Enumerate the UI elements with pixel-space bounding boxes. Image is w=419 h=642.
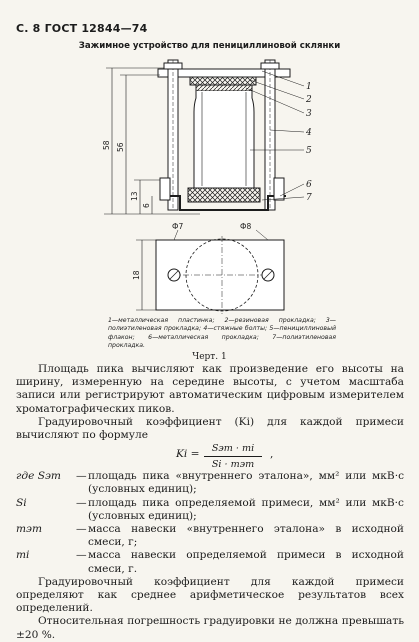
definition-text: масса навески определяемой примеси в исходной смеси, г. — [88, 549, 404, 575]
definition-text: масса навески «внутреннего эталона» в исходной смеси, г; — [88, 523, 404, 549]
definition-symbol: mэт — [16, 523, 43, 536]
definition-text: площадь пика определяемой примеси, мм² или мкВ·с (условных единиц); — [88, 496, 404, 522]
formula-ki — [16, 442, 404, 470]
dim-6: 6 — [142, 203, 151, 208]
definition-item — [16, 549, 404, 575]
figure-title: Зажимное устройство для пенициллиновой склянки — [78, 41, 341, 51]
paragraph-peak-area: Площадь пика вычисляют как произведение его высоты на ширину, измеренную на середине высоты, с учетом масштаба записи или регистрируют автоматическим цифровым измерителем хроматографических пиков. — [16, 363, 404, 415]
body-text — [16, 363, 404, 642]
paragraph-mean: Градуировочный коэффициент для каждой примеси определяют как среднее арифметическое результатов всех определений. — [16, 575, 404, 615]
page-header: С. 8 ГОСТ 12844—74 — [16, 22, 148, 35]
callout-1: 1 — [306, 82, 312, 92]
dim-13: 13 — [130, 191, 139, 201]
definition-dash: — — [76, 549, 87, 562]
figure-legend: 1—металлическая пластинка; 2—резиновая прокладка; 3—полиэтиленовая прокладка; 4—стяжные болты; 5—пенициллиновый флакон; 6—металлическая прокладка; 7—полиэтиленовая прокладка. — [108, 317, 336, 350]
definition-dash: — — [76, 496, 87, 509]
definition-symbol: где Sэт — [16, 470, 61, 483]
formula-denominator: Si · mэт — [211, 459, 255, 471]
callout-6: 6 — [306, 180, 312, 190]
dim-56: 56 — [116, 142, 125, 152]
definition-item — [16, 470, 404, 496]
callout-3: 3 — [306, 109, 312, 119]
figure-caption: Черт. 1 — [192, 352, 227, 362]
definition-text: площадь пика «внутреннего эталона», мм² или мкВ·с (условных единиц); — [88, 470, 404, 496]
dim-phi7: Ф7 — [172, 222, 184, 231]
clamp-drawing — [0, 55, 419, 317]
callout-2: 2 — [306, 95, 312, 105]
formula-fraction — [204, 442, 262, 471]
dim-18: 18 — [132, 270, 141, 280]
callout-7: 7 — [306, 193, 312, 203]
paragraph-calibration: Градуировочный коэффициент (Ki) для каждой примеси вычисляют по формуле — [16, 415, 404, 442]
dim-58: 58 — [102, 140, 111, 150]
dim-phi8: Ф8 — [240, 222, 252, 231]
definition-dash: — — [76, 470, 87, 483]
callout-5: 5 — [306, 146, 312, 156]
definition-dash: — — [76, 523, 87, 536]
definition-item — [16, 523, 404, 549]
formula-numerator: Sэт · mi — [204, 442, 262, 457]
paragraph-error: Относительная погрешность градуировки не должна превышать ±20 %. — [16, 615, 404, 641]
definition-item — [16, 497, 404, 523]
definition-symbol: mi — [16, 549, 30, 562]
formula-lhs: Ki = — [176, 448, 200, 461]
callout-4: 4 — [306, 128, 312, 138]
definition-symbol: Si — [16, 496, 27, 509]
formula-comma: , — [270, 448, 274, 461]
